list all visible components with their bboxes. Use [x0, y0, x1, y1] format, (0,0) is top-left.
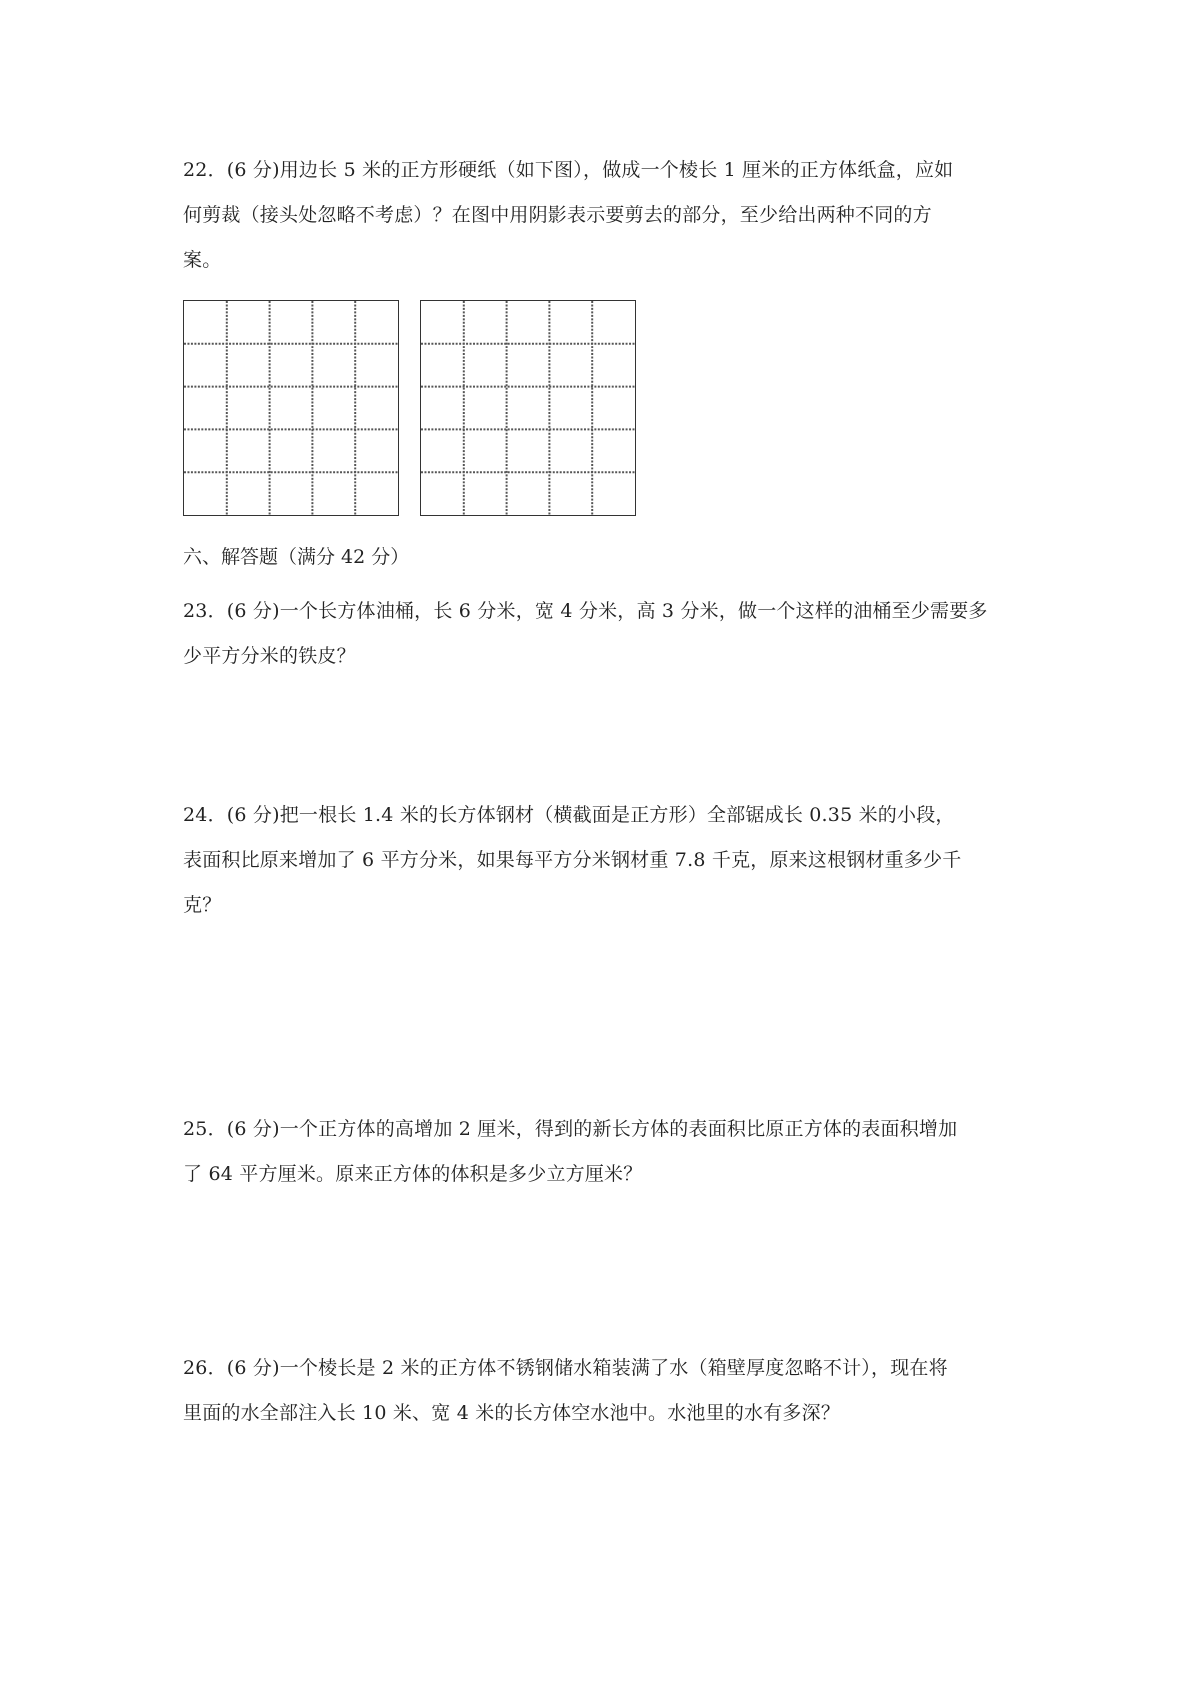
question-22 — [183, 148, 1013, 283]
question-25-line-2: 了 64 平方厘米。原来正方体的体积是多少立方厘米？ — [183, 1163, 643, 1185]
question-24-line-2: 表面积比原来增加了 6 平方分米，如果每平方分米钢材重 7.8 千克，原来这根钢材重多少千 — [183, 849, 962, 871]
question-24 — [183, 793, 1013, 928]
question-26-line-2: 里面的水全部注入长 10 米、宽 4 米的长方体空水池中。水池里的水有多深？ — [183, 1402, 841, 1424]
question-25-line-1: 25．(6 分)一个正方体的高增加 2 厘米，得到的新长方体的表面积比原正方体的表面积增加 — [183, 1118, 958, 1140]
grid-lines-left — [184, 301, 398, 515]
question-23-line-1: 23．(6 分)一个长方体油桶，长 6 分米，宽 4 分米，高 3 分米，做一个这样的油桶至少需要多 — [183, 600, 988, 622]
square-cardboard-grid-left — [183, 300, 399, 516]
square-cardboard-grid-right — [420, 300, 636, 516]
question-23-line-2: 少平方分米的铁皮？ — [183, 645, 356, 667]
question-22-line-3: 案。 — [183, 249, 222, 271]
section-six-title: 六、解答题（满分 42 分） — [183, 546, 410, 568]
question-22-line-1: 22．(6 分)用边长 5 米的正方形硬纸（如下图），做成一个棱长 1 厘米的正方体纸盒，应如 — [183, 159, 954, 181]
question-25 — [183, 1107, 1013, 1197]
grid-lines-right — [421, 301, 635, 515]
question-22-line-2: 何剪裁（接头处忽略不考虑）？在图中用阴影表示要剪去的部分，至少给出两种不同的方 — [183, 204, 932, 226]
question-26 — [183, 1346, 1013, 1436]
question-26-line-1: 26．(6 分)一个棱长是 2 米的正方体不锈钢储水箱装满了水（箱壁厚度忽略不计），现在将 — [183, 1357, 948, 1379]
question-23 — [183, 589, 1013, 679]
question-24-line-1: 24．(6 分)把一根长 1.4 米的长方体钢材（横截面是正方形）全部锯成长 0.35 米的小段， — [183, 804, 955, 826]
question-24-line-3: 克？ — [183, 894, 222, 916]
